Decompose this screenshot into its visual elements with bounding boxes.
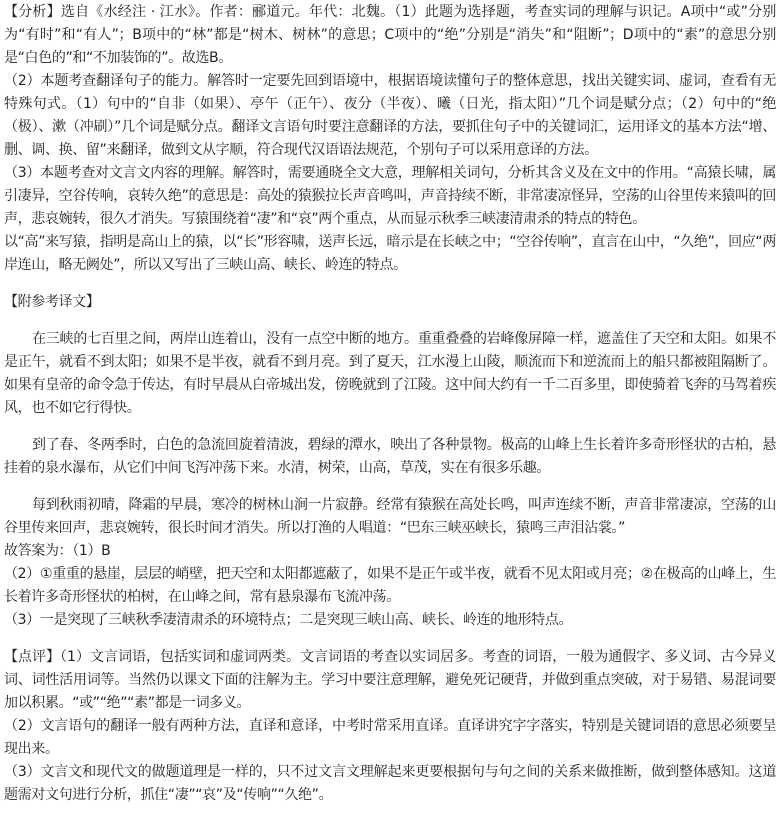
comment-paragraph-2: （2）文言语句的翻译一般有两种方法，直译和意译，中考时常采用直译。直译讲究字字落实，特别是关键词语的意思必须要呈现出来。 [4,718,776,757]
spacer [4,277,776,291]
analysis-paragraph-4: 以“高”来写猿，指明是高山上的猿，以“长”形容啸，送声长远，暗示是在长峡之中；“空谷传响”，直言在山中，“久绝”，回应“两岸连山，略无阙处”，所以又写出了三峡山高、峡长、岭连的特点。 [4,234,776,273]
spacer [4,314,776,328]
translation-paragraph-2: 到了春、冬两季时，白色的急流回旋着清波，碧绿的潭水，映出了各种景物。极高的山峰上生长着许多奇形怪状的古柏，悬挂着的泉水瀑布，从它们中间飞泻冲荡下来。水清，树荣，山高，草茂，实在有很多乐趣。 [4,437,776,476]
analysis-section [4,1,776,277]
analysis-paragraph-3: （3）本题考查对文言文内容的理解。解答时，需要通晓全文大意，理解相关词句，分析其含义及在文中的作用。“高猿长啸，属引凄异，空谷传响，哀转久绝”的意思是：高处的猿猴拉长声音鸣叫，声音持续不断，非常凄凉怪异，空荡的山谷里传来猿叫的回声，悲哀婉转，很久才消失。写猿围绕着“凄”和“哀”两个重点，从而显示秋季三峡凄清肃杀的特点的特色。 [4,165,776,227]
answer-paragraph-2: （2）①重重的悬崖，层层的峭壁，把天空和太阳都遮蔽了，如果不是正午或半夜，就看不见太阳或月亮；②在极高的山峰上，生长着许多奇形怪状的柏树，在山峰之间，常有悬泉瀑布飞流冲荡。 [4,566,776,605]
comment-paragraph-3: （3）文言文和现代文的做题道理是一样的，只不过文言文理解起来更要根据句与句之间的关系来做推断，做到整体感知。这道题需对文句进行分析，抓住“凄”“哀”及“传响”“久绝”。 [4,764,776,803]
translation-heading: 【附参考译文】 [4,294,100,310]
comment-paragraph-1: 【点评】（1）文言词语，包括实词和虚词两类。文言词语的考查以实词居多。考查的词语，一般为通假字、多义词、古今异义词、词性活用词等。当然仍以课文下面的注解为主。学习中要注意理解，避免死记硬背，并做到重点突破，对于易错、易混词要加以积累。“或”“绝”“素”都是一词多义。 [4,649,776,711]
spacer [4,480,776,494]
answer-paragraph-1: 故答案为：（1）B [4,543,111,559]
spacer [4,420,776,434]
answer-paragraph-3: （3）一是突现了三峡秋季凄清肃杀的环境特点；二是突现三峡山高、峡长、岭连的地形特点。 [4,612,573,628]
analysis-paragraph-2: （2）本题考查翻译句子的能力。解答时一定要先回到语境中，根据语境读懂句子的整体意思，找出关键实词、虚词，查看有无特殊句式。（1）句中的“自非（如果）、亭午（正午）、夜分（半夜）、曦（日光，指太阳）”几个词是赋分点；（2）句中的“绝（极）、漱（冲刷）”几个词是赋分点。翻译文言语句时要注意翻译的方法，要抓住句子中的关键词汇，运用译文的基本方法“增、删、调、换、留”来翻译，做到文从字顺，符合现代汉语语法规范，个别句子可以采用意译的方法。 [4,73,776,158]
translation-paragraph-3: 每到秋雨初晴，降霜的早晨，寒冷的树林山涧一片寂静。经常有猿猴在高处长鸣，叫声连续不断，声音非常凄凉，空荡的山谷里传来回声，悲哀婉转，很长时间才消失。所以打渔的人唱道：“巴东三峡巫峡长，猿鸣三声泪沾裳。” [4,497,776,536]
comment-section [4,646,776,807]
translation-paragraph-1: 在三峡的七百里之间，两岸山连着山，没有一点空中断的地方。重重叠叠的岩峰像屏障一样，遮盖住了天空和太阳。如果不是正午，就看不到太阳；如果不是半夜，就看不到月亮。到了夏天，江水漫上山陵，顺流而下和逆流而上的船只都被阻隔断了。如果有皇帝的命令急于传达，有时早晨从白帝城出发，傍晚就到了江陵。这中间大约有一千二百多里，即使骑着飞奔的马驾着疾风，也不如它行得快。 [4,331,776,416]
answer-section [4,540,776,632]
translation-section [4,291,776,540]
spacer [4,632,776,646]
analysis-paragraph-1: 【分析】选自《水经注 · 江水》。作者：郦道元。年代：北魏。（1）此题为选择题，考查实词的理解与识记。A项中“或”分别为“有时”和“有人”；B项中的“林”都是“树木、树林”的意思；C项中的“绝”分别是“消失”和“阻断”；D项中的“素”的意思分别是“白色的”和“不加装饰的”。故选B。 [4,4,776,66]
